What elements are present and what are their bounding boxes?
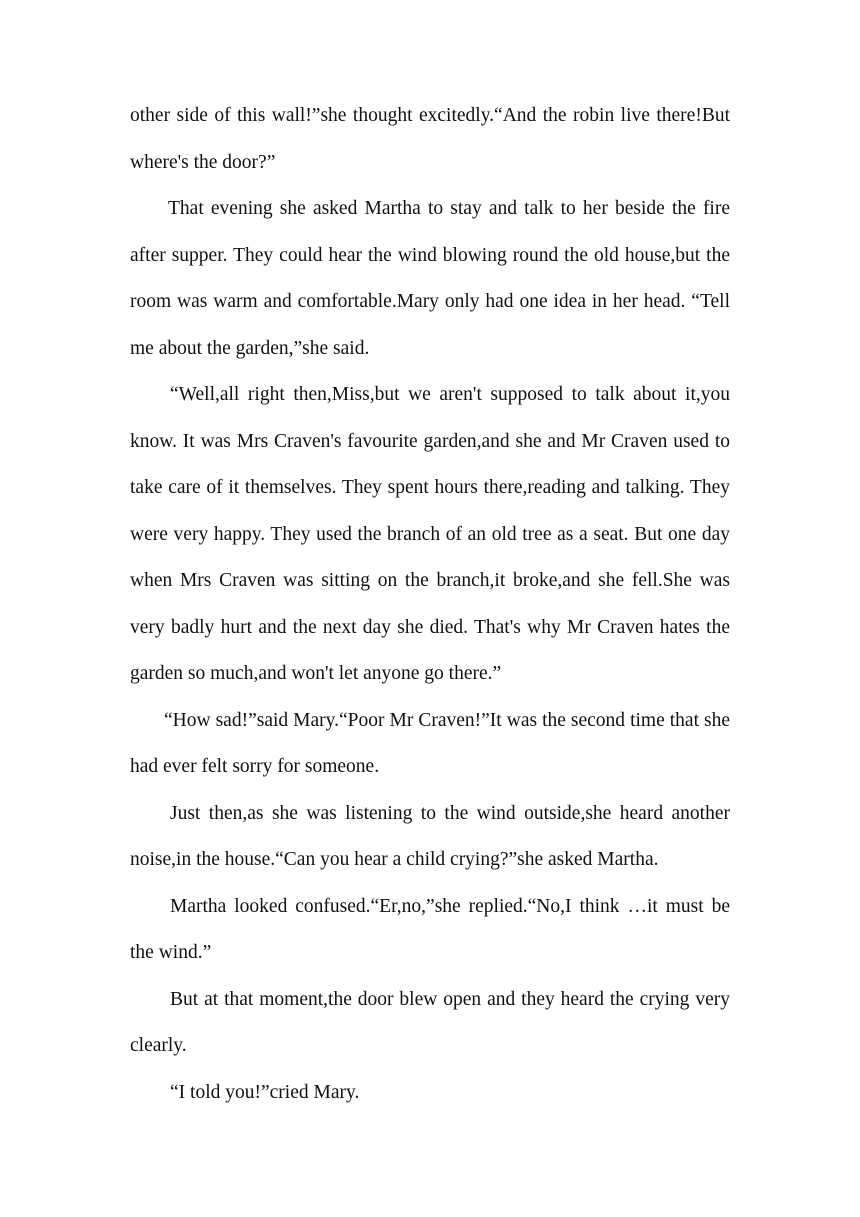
paragraph-4: “How sad!”said Mary.“Poor Mr Craven!”It was the second time that she had ever felt sorry for someone. [130,709,730,777]
paragraph-1: other side of this wall!”she thought excitedly.“And the robin live there!But where's the door?” [130,105,730,173]
paragraph-8: “I told you!”cried Mary. [170,1081,360,1103]
paragraph-3: “Well,all right then,Miss,but we aren't supposed to talk about it,you know. It was Mrs Craven's favourite garden,and she and Mr Craven used to take care of it themselves. They spent hours there,reading and talking. They were very happy. They used the branch of an old tree as a seat. But one day when Mrs Craven was sitting on the branch,it broke,and she fell.She was very badly hurt and the next day she died. That's why Mr Craven hates the garden so much,and won't let anyone go there.” [130,384,730,684]
paragraph-5: Just then,as she was listening to the wind outside,she heard another noise,in the house.“Can you hear a child crying?”she asked Martha. [130,802,730,870]
story-text [130,93,730,1116]
paragraph-7: But at that moment,the door blew open and they heard the crying very clearly. [130,988,730,1056]
paragraph-2: That evening she asked Martha to stay and talk to her beside the fire after supper. They could hear the wind blowing round the old house,but the room was warm and comfortable.Mary only had one idea in her head. “Tell me about the garden,”she said. [130,198,730,359]
paragraph-6: Martha looked confused.“Er,no,”she replied.“No,I think …it must be the wind.” [130,895,730,963]
